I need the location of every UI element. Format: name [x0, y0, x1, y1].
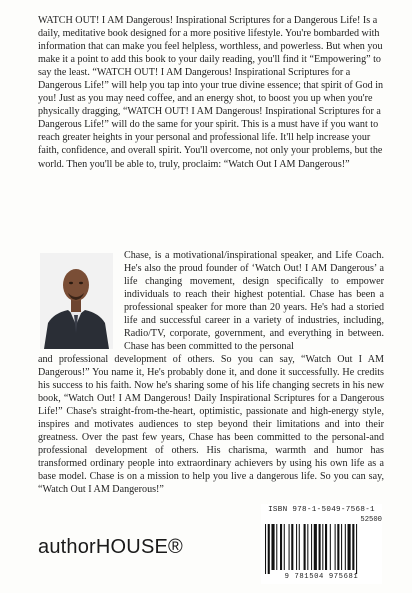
- author-portrait-image: [40, 253, 113, 349]
- author-bio-bottom: and professional development of others. So you can say, “Watch Out I AM Dangerous!” You name it, He's probably done it, and done it successfully. He credits his success to his faith. Now he's sharing some of his life changing secrets in his new book, “Watch Out! I AM Dangerous! Daily Inspirational Scriptures for a Dangerous Life!” Chase's straight-from-the-heart, optimistic, passionate and high-energy style, inspires and motivates audiences to step beyond their limitations and into their greatness. Over the past few years, Chase has been committed to the personal-and professional development of others. His charisma, warmth and humor has transformed ordinary people into extraordinary achievers by using his own life as a base model. Chase is on a mission to help you live a dangerous life. So you can say, “Watch Out I AM Dangerous!”: [38, 354, 384, 496]
- isbn-label: ISBN 978-1-5049-7568-1: [268, 506, 375, 514]
- author-photo: [40, 253, 113, 349]
- barcode-bars: [265, 524, 378, 574]
- author-bio-top: Chase, is a motivational/inspirational speaker, and Life Coach. He's also the proud founder of ‘Watch Out! I AM Dangerous’ a life changing movement, design specifically to empower individuals to reach their highest potential. Chase has been a professional speaker for more than 20 years. He's had a storied life and successful career in a variety of industries, including, Radio/TV, corporate, government, and everything in between. Chase has been committed to the personal: [124, 250, 384, 353]
- price-code: 52500: [360, 516, 382, 524]
- publisher-logo: authorHOUSE®: [38, 536, 183, 558]
- book-description: WATCH OUT! I AM Dangerous! Inspirational Scriptures for a Dangerous Life! Is a daily, meditative book designed for a more positive lifestyle. You're bombarded with information that can make you feel helpless, worthless, and powerless. But when you make it a point to add this book to your daily reading, you'll find it “Empowering” to say the least. “WATCH OUT! I AM Dangerous! Inspirational Scriptures for a Dangerous Life!” will help you tap into your true divine essence; that spirit of God in you! Just as you may need coffee, and an energy shot, to boost you up when you're physically dragging, “WATCH OUT! I AM Dangerous! Inspirational Scriptures for a Dangerous Life!” will do the same for your spirit. This is a must have if you want to reach greater heights in your personal and professional life. It'll help increase your faith, confidence, and overall spirit. You'll overcome, not only your problems, but the world. Then you'll be able to, truly, proclaim: “Watch Out I AM Dangerous!”: [38, 15, 384, 170]
- isbn-barcode: [261, 504, 382, 584]
- barcode-digits: 9 781504 975681: [284, 573, 359, 581]
